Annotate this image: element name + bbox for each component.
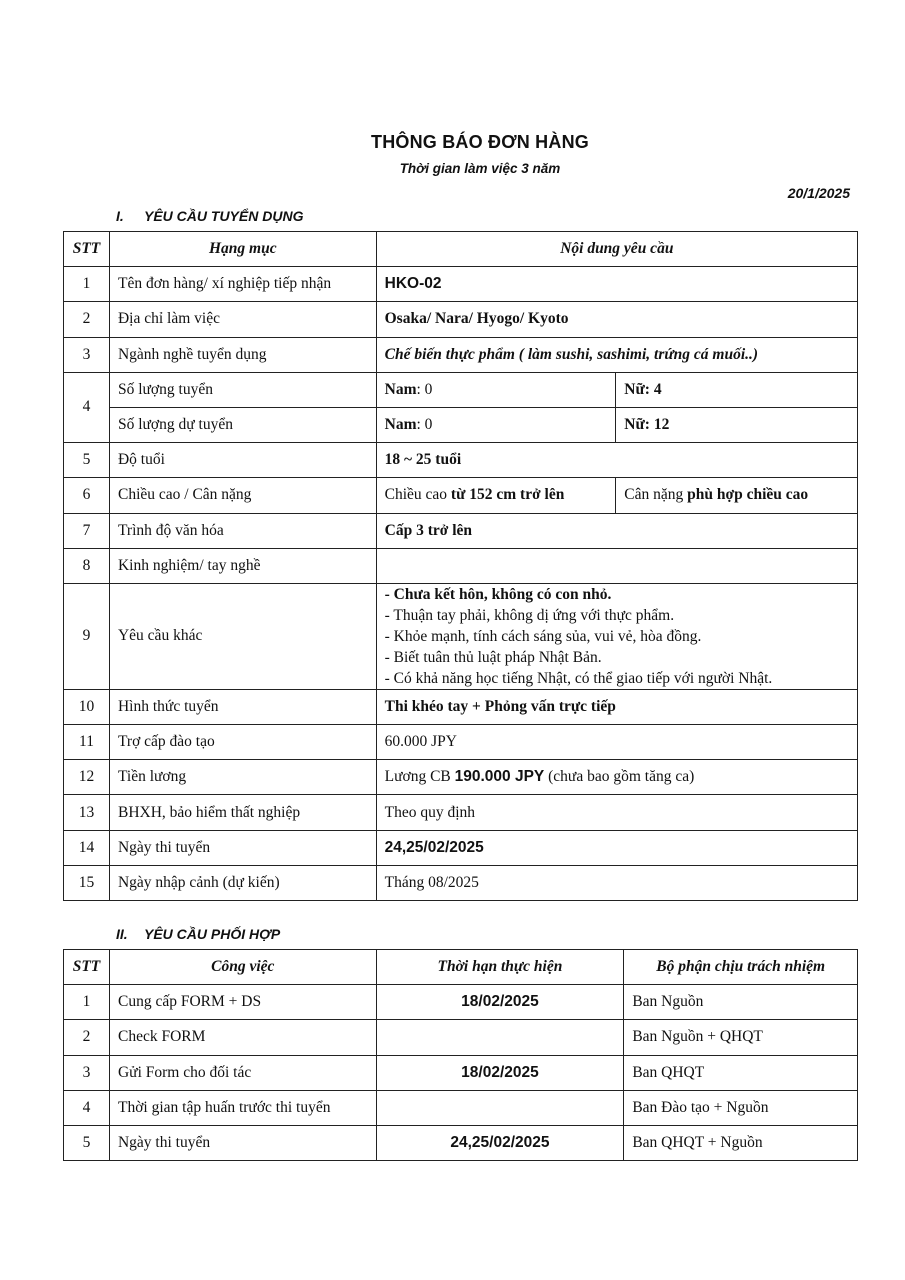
row-item: Độ tuổi — [109, 443, 376, 478]
row-deadline — [376, 1090, 624, 1125]
row-item: Chiều cao / Cân nặng — [109, 478, 376, 513]
table-row — [64, 1090, 858, 1125]
row-item: Ngành nghề tuyển dụng — [109, 337, 376, 372]
row-task: Check FORM — [109, 1020, 376, 1055]
col-header-task: Công việc — [109, 950, 376, 985]
table-row — [64, 407, 858, 442]
row-task: Cung cấp FORM + DS — [109, 985, 376, 1020]
height-prefix: Chiều cao — [384, 486, 451, 504]
table-row — [64, 830, 858, 865]
table-row — [64, 1020, 858, 1055]
row-value: 24,25/02/2025 — [376, 830, 857, 865]
row-item: Yêu cầu khác — [109, 583, 376, 689]
row-stt: 1 — [64, 267, 110, 302]
row-item: Địa chỉ làm việc — [109, 302, 376, 337]
row-item: Tiền lương — [109, 760, 376, 795]
salary-value: 190.000 JPY — [454, 768, 545, 786]
row-stt: 12 — [64, 760, 110, 795]
row-value: 60.000 JPY — [376, 725, 857, 760]
row-item: Trợ cấp đào tạo — [109, 725, 376, 760]
row-value: Theo quy định — [376, 795, 857, 830]
requirement-line: - Thuận tay phải, không dị ứng với thực phẩm. — [384, 606, 675, 624]
row-department: Ban QHQT + Nguồn — [624, 1125, 858, 1160]
col-header-item: Hạng mục — [109, 232, 376, 267]
row-value: Chế biến thực phẩm ( làm sushi, sashimi, trứng cá muối..) — [376, 337, 857, 372]
table-row — [64, 372, 858, 407]
weight-prefix: Cân nặng — [624, 486, 688, 504]
female-count: : 12 — [644, 416, 670, 434]
table-row — [64, 583, 858, 689]
height-value: từ 152 cm trở lên — [450, 486, 565, 504]
section2-heading — [116, 926, 280, 942]
male-count-cell — [376, 372, 616, 407]
row-department: Ban QHQT — [624, 1055, 858, 1090]
female-count-cell — [616, 407, 858, 442]
document-date: 20/1/2025 — [787, 185, 850, 201]
row-stt: 3 — [64, 337, 110, 372]
male-label: Nam — [384, 380, 417, 398]
row-item: Kinh nghiệm/ tay nghề — [109, 548, 376, 583]
table-row — [64, 513, 858, 548]
table-row — [64, 548, 858, 583]
row-value: Osaka/ Nara/ Hyogo/ Kyoto — [376, 302, 857, 337]
row-item: Trình độ văn hóa — [109, 513, 376, 548]
table-row — [64, 689, 858, 724]
row-task: Thời gian tập huấn trước thi tuyển — [109, 1090, 376, 1125]
section2-title: YÊU CẦU PHỐI HỢP — [144, 926, 281, 942]
table-row — [64, 302, 858, 337]
row-deadline: 18/02/2025 — [376, 985, 624, 1020]
row-stt: 2 — [64, 302, 110, 337]
row-deadline: 24,25/02/2025 — [376, 1125, 624, 1160]
row-stt: 2 — [64, 1020, 110, 1055]
requirement-line: - Biết tuân thủ luật pháp Nhật Bản. — [384, 648, 602, 666]
row-value: HKO-02 — [376, 267, 857, 302]
row-stt: 9 — [64, 583, 110, 689]
row-stt: 3 — [64, 1055, 110, 1090]
table-row — [64, 267, 858, 302]
row-stt: 4 — [64, 372, 110, 442]
table-row — [64, 1125, 858, 1160]
row-value: Cấp 3 trở lên — [376, 513, 857, 548]
row-deadline — [376, 1020, 624, 1055]
weight-cell — [616, 478, 858, 513]
row-department: Ban Đào tạo + Nguồn — [624, 1090, 858, 1125]
row-stt: 15 — [64, 865, 110, 900]
row-item: Ngày nhập cảnh (dự kiến) — [109, 865, 376, 900]
table-row — [64, 337, 858, 372]
row-department: Ban Nguồn + QHQT — [624, 1020, 858, 1055]
other-requirements-cell — [376, 583, 857, 689]
col-header-department: Bộ phận chịu trách nhiệm — [624, 950, 858, 985]
row-item: Tên đơn hàng/ xí nghiệp tiếp nhận — [109, 267, 376, 302]
male-count-cell — [376, 407, 616, 442]
row-deadline: 18/02/2025 — [376, 1055, 624, 1090]
page-title: THÔNG BÁO ĐƠN HÀNG — [371, 132, 589, 152]
female-label: Nữ — [624, 416, 645, 434]
row-stt: 11 — [64, 725, 110, 760]
male-count: : 0 — [416, 416, 433, 434]
table-header-row — [64, 950, 858, 985]
requirement-line: - Có khả năng học tiếng Nhật, có thể giao tiếp với người Nhật. — [384, 669, 773, 687]
row-task: Ngày thi tuyển — [109, 1125, 376, 1160]
female-count-cell — [616, 372, 858, 407]
table-header-row — [64, 232, 858, 267]
row-stt: 13 — [64, 795, 110, 830]
row-item: BHXH, bảo hiểm thất nghiệp — [109, 795, 376, 830]
row-stt: 14 — [64, 830, 110, 865]
row-stt: 6 — [64, 478, 110, 513]
row-stt: 10 — [64, 689, 110, 724]
col-header-deadline: Thời hạn thực hiện — [376, 950, 624, 985]
requirement-line: - Chưa kết hôn, không có con nhỏ. — [384, 585, 612, 603]
row-stt: 5 — [64, 1125, 110, 1160]
salary-cell — [376, 760, 857, 795]
section1-title: YÊU CẦU TUYỂN DỤNG — [144, 208, 304, 224]
table-row — [64, 760, 858, 795]
table-row — [64, 443, 858, 478]
row-item: Số lượng tuyển — [109, 372, 376, 407]
row-value — [376, 548, 857, 583]
salary-suffix: (chưa bao gồm tăng ca) — [544, 768, 695, 786]
male-count: : 0 — [416, 380, 433, 398]
col-header-stt: STT — [64, 950, 110, 985]
male-label: Nam — [384, 416, 417, 434]
female-label: Nữ — [624, 380, 645, 398]
row-item: Số lượng dự tuyển — [109, 407, 376, 442]
table-row — [64, 725, 858, 760]
row-department: Ban Nguồn — [624, 985, 858, 1020]
recruitment-requirements-table — [63, 231, 858, 901]
section1-heading — [116, 208, 303, 224]
row-stt: 7 — [64, 513, 110, 548]
section1-number: I. — [116, 208, 124, 224]
row-item: Hình thức tuyển — [109, 689, 376, 724]
salary-prefix: Lương CB — [384, 768, 455, 786]
row-task: Gửi Form cho đối tác — [109, 1055, 376, 1090]
col-header-content: Nội dung yêu cầu — [376, 232, 857, 267]
row-value: 18 ~ 25 tuổi — [376, 443, 857, 478]
row-stt: 4 — [64, 1090, 110, 1125]
section2-number: II. — [116, 926, 128, 942]
coordination-table — [63, 949, 858, 1161]
female-count: : 4 — [644, 380, 662, 398]
height-cell — [376, 478, 616, 513]
table-row — [64, 985, 858, 1020]
row-stt: 1 — [64, 985, 110, 1020]
requirement-line: - Khỏe mạnh, tính cách sáng sủa, vui vẻ, hòa đồng. — [384, 627, 702, 645]
col-header-stt: STT — [64, 232, 110, 267]
table-row — [64, 478, 858, 513]
weight-value: phù hợp chiều cao — [687, 486, 809, 504]
row-stt: 8 — [64, 548, 110, 583]
table-row — [64, 795, 858, 830]
row-value: Tháng 08/2025 — [376, 865, 857, 900]
table-row — [64, 1055, 858, 1090]
row-item: Ngày thi tuyển — [109, 830, 376, 865]
row-value: Thi khéo tay + Phỏng vấn trực tiếp — [376, 689, 857, 724]
table-row — [64, 865, 858, 900]
page-subtitle: Thời gian làm việc 3 năm — [399, 161, 561, 176]
row-stt: 5 — [64, 443, 110, 478]
